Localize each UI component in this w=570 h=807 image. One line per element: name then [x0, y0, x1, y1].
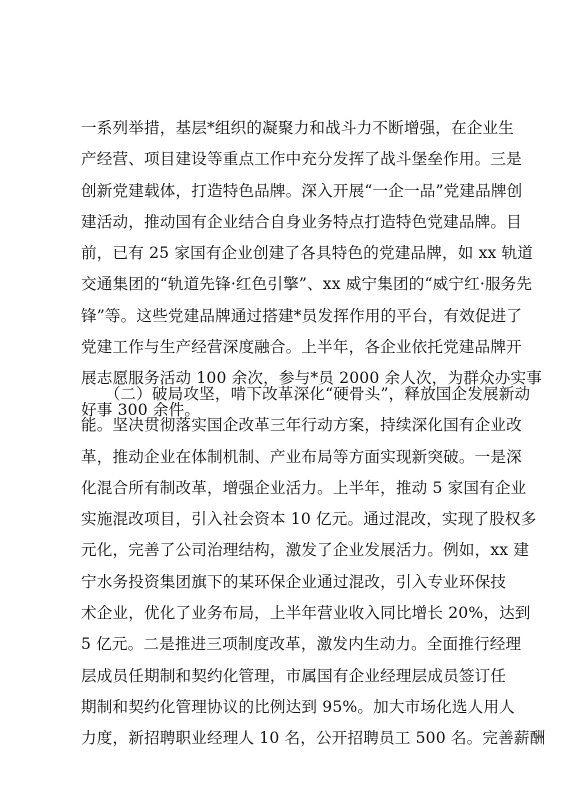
- text-line: 党建工作与生产经营深度融合。上半年，各企业依托党建品牌开: [81, 338, 522, 357]
- text-line: （二）破局攻坚，啃下改革深化“硬骨头”，释放国企发展新动: [81, 385, 531, 403]
- text-line: 好事 300 余件。: [81, 400, 201, 419]
- text-line: 力度，新招聘职业经理人 10 名，公开招聘员工 500 名。完善薪酬: [81, 729, 546, 748]
- text-line: 前，已有 25 家国有企业创建了各具特色的党建品牌，如 xx 轨道: [81, 244, 534, 263]
- text-line: 实施混改项目，引入社会资本 10 亿元。通过混改，实现了股权多: [81, 510, 537, 529]
- text-line: 术企业，优化了业务布局，上半年营业收入同比增长 20%，达到: [81, 604, 531, 623]
- text-line: 锋”等。这些党建品牌通过搭建*员发挥作用的平台，有效促进了: [81, 306, 523, 325]
- text-line: 能。坚决贯彻落实国企改革三年行动方案，持续深化国有企业改: [81, 416, 522, 435]
- text-line: 一系列举措，基层*组织的凝聚力和战斗力不断增强，在企业生: [81, 119, 515, 137]
- text-line: 元化，完善了公司治理结构，激发了企业发展活力。例如，xx 建: [81, 541, 530, 560]
- text-line: 5 亿元。二是推进三项制度改革，激发内生动力。全面推行经理: [81, 635, 522, 654]
- text-line: 交通集团的“轨道先锋·红色引擎”、xx 威宁集团的“威宁红·服务先: [81, 275, 533, 294]
- text-line: 革，推动企业在体制机制、产业布局等方面实现新突破。一是深: [81, 447, 522, 466]
- text-line: 展志愿服务活动 100 余次，参与*员 2000 余人次，为群众办实事: [81, 369, 542, 388]
- text-line: 化混合所有制改革，增强企业活力。上半年，推动 5 家国有企业: [81, 478, 527, 497]
- text-line: 宁水务投资集团旗下的某环保企业通过混改，引入专业环保技: [81, 572, 507, 591]
- text-line: 层成员任期制和契约化管理，市属国有企业经理层成员签订任: [81, 666, 507, 685]
- text-line: 建活动，推动国有企业结合自身业务特点打造特色党建品牌。目: [81, 212, 522, 231]
- text-line: 期制和契约化管理协议的比例达到 95%。加大市场化选人用人: [81, 697, 515, 716]
- text-line: 创新党建载体，打造特色品牌。深入开展“一企一品”党建品牌创: [81, 181, 523, 200]
- paragraph: [81, 379, 546, 755]
- text-line: 产经营、项目建设等重点工作中充分发挥了战斗堡垒作用。三是: [81, 150, 522, 169]
